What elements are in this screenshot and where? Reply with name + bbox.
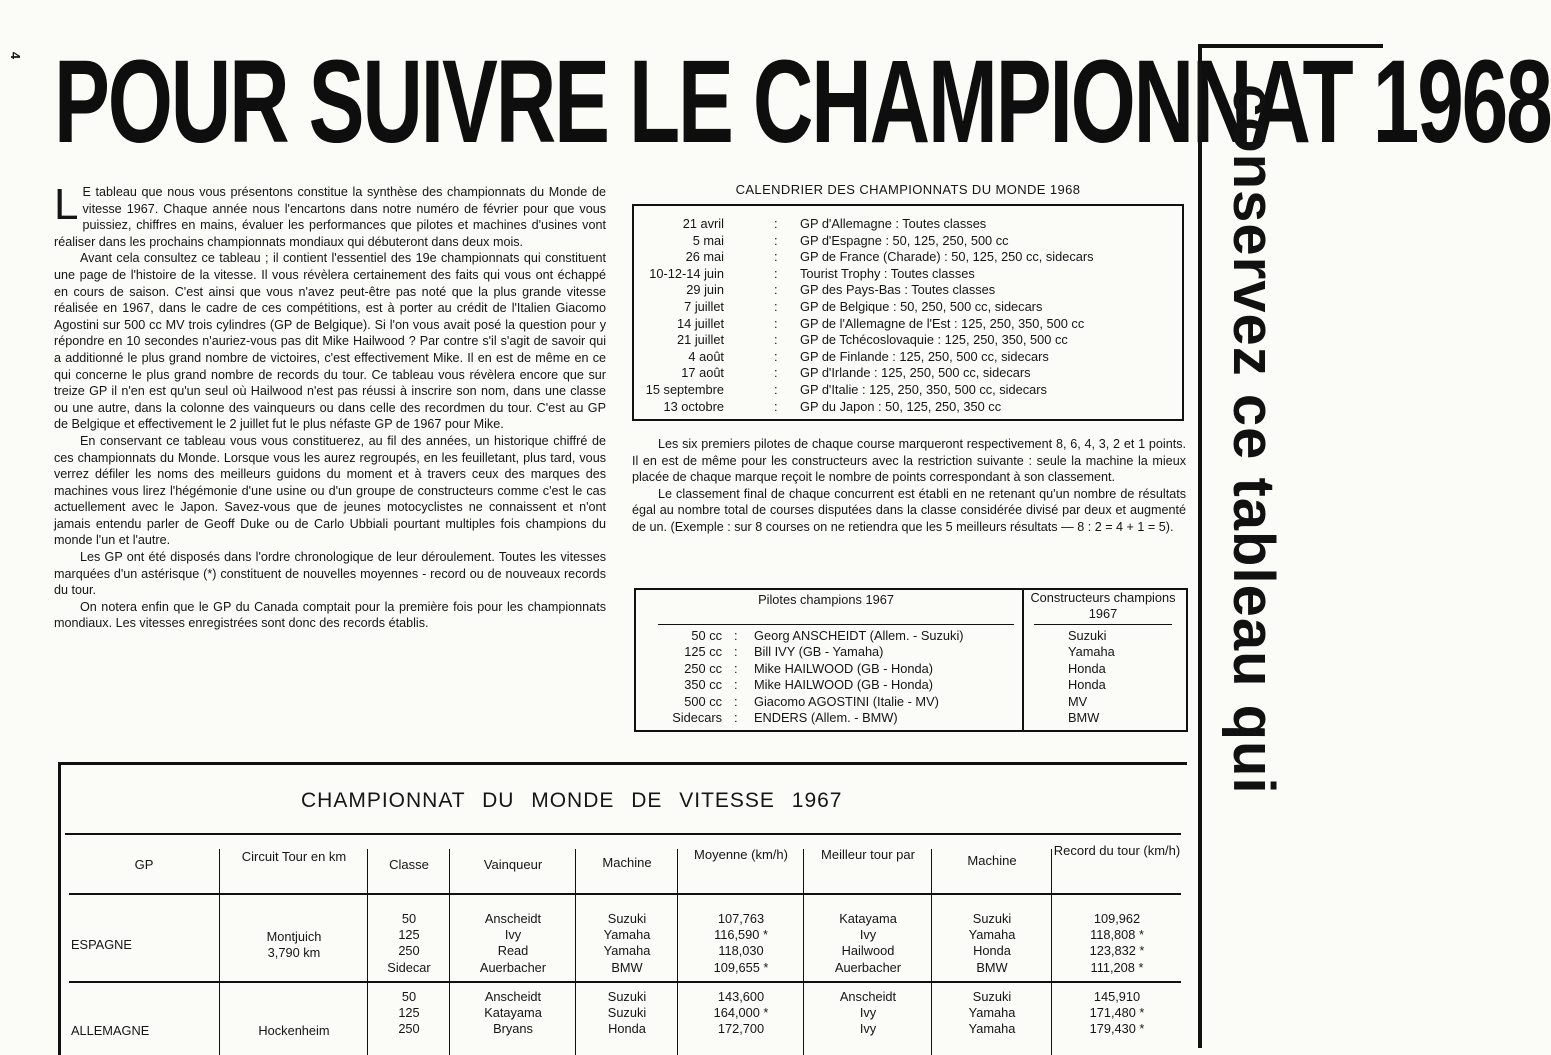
champion-constructor: Honda <box>1068 677 1106 693</box>
champion-rider: Giacomo AGOSTINI (Italie - MV) <box>754 693 939 709</box>
class-cell: Sidecar <box>387 959 431 975</box>
calendar-colon: : <box>774 365 778 381</box>
winner-cell: Read <box>497 943 529 959</box>
winner-cell: Bryans <box>493 1021 533 1037</box>
calendar-date: 4 août <box>688 348 724 364</box>
calendar-row <box>634 399 1182 416</box>
machine-cell: Suzuki <box>607 911 647 926</box>
calendar-event: GP d'Irlande : 125, 250, 500 cc, sidecars <box>800 365 1031 381</box>
class-cell: 125 <box>398 927 420 943</box>
pilots-champions-header: Pilotes champions 1967 <box>758 592 894 607</box>
calendar-date: 21 avril <box>682 216 724 231</box>
champion-rider: Georg ANSCHEIDT (Allem. - Suzuki) <box>754 628 964 643</box>
lap-record-cell: 118,808 * <box>1090 927 1144 943</box>
column-divider <box>367 849 368 1055</box>
column-divider <box>449 849 450 1055</box>
calendar-row <box>634 249 1182 266</box>
champion-row <box>636 628 1186 644</box>
column-header-machine2: Machine <box>967 853 1017 868</box>
calendar-row <box>634 349 1182 366</box>
champion-rider: Bill IVY (GB - Yamaha) <box>754 644 884 660</box>
calendar-colon: : <box>774 299 778 314</box>
points-paragraph: Les six premiers pilotes de chaque course marqueront respectivement 8, 6, 4, 3, 2 et 1 points. Il en est de même pour les constructeurs avec la restriction suivante : seule la machine la mieux placée de chaque marque reçoit le nombre de points correspondant à son classement. <box>632 437 1186 485</box>
points-paragraph: Le classement final de chaque concurrent est établi en ne retenant qu'un nombre de résultats égal au nombre total de courses disputées dans la classe considérée divisé par deux et augmenté de un. (Exemple : sur 8 courses on ne retiendra que les 5 meilleurs résultats — 8 : 2 = 4 + 1 = 5). <box>632 486 1186 534</box>
fastest-lap-cell: Ivy <box>859 1005 877 1021</box>
intro-paragraph: Les GP ont été disposés dans l'ordre chronologique de leur déroulement. Toutes les vitesses marquées d'un astérisque (*) constituent de nouvelles moyennes - record ou de nouveaux records du tour. <box>54 550 606 598</box>
winner-cell: Anscheidt <box>484 911 542 926</box>
calendar-event: GP de Belgique : 50, 250, 500 cc, sidecars <box>800 299 1043 314</box>
calendar-box <box>632 204 1184 421</box>
intro-paragraph: L E tableau que nous vous présentons constitue la synthèse des championnats du Monde de vitesse 1967. Chaque année nous l'encartons dans notre numéro de février pour que vous puissiez, chiffres en mains, évaluer les performances que pilotes et machines d'usines vont réaliser dans les prochains championnats mondiaux qui débuteront dans deux mois. <box>54 180 606 249</box>
calendar-date: 29 juin <box>686 282 724 298</box>
calendar-colon: : <box>774 249 778 265</box>
calendar-event: GP d'Italie : 125, 250, 350, 500 cc, sidecars <box>800 382 1047 397</box>
winner-cell: Ivy <box>504 927 522 943</box>
calendar-date: 21 juillet <box>677 332 724 348</box>
champion-row <box>636 644 1186 660</box>
champion-constructor: MV <box>1068 693 1088 709</box>
fastest-lap-cell: Hailwood <box>841 943 895 959</box>
calendar-colon: : <box>774 348 778 364</box>
calendar-date: 17 août <box>681 365 724 381</box>
calendar-colon: : <box>774 232 778 248</box>
column-divider <box>219 849 220 1055</box>
champion-row <box>636 694 1186 710</box>
calendar-date: 15 septembre <box>645 382 724 397</box>
champion-class: 250 cc <box>684 660 722 676</box>
machine-cell: BMW <box>611 959 643 975</box>
champion-colon: : <box>734 660 738 676</box>
calendar-row <box>634 282 1182 299</box>
calendar-colon: : <box>774 332 778 348</box>
fastest-machine-cell: Honda <box>973 943 1011 959</box>
champion-colon: : <box>734 628 738 643</box>
column-divider <box>803 849 804 1055</box>
drop-cap: L <box>54 180 79 229</box>
machine-cell: Suzuki <box>607 989 647 1004</box>
winner-cell: Auerbacher <box>479 959 547 975</box>
calendar-date: 13 octobre <box>663 398 724 414</box>
class-cell: 250 <box>398 1021 420 1037</box>
average-cell: 172,700 <box>717 1021 765 1037</box>
calendar-event: GP d'Espagne : 50, 125, 250, 500 cc <box>800 232 1009 248</box>
circuit-length: 3,790 km <box>267 945 321 960</box>
column-header-gp: GP <box>134 857 154 872</box>
column-divider <box>677 849 678 1055</box>
machine-cell: Yamaha <box>603 927 651 943</box>
column-header-vainqueur: Vainqueur <box>483 857 543 872</box>
column-divider <box>931 849 932 1055</box>
calendar-event: GP de l'Allemagne de l'Est : 125, 250, 350, 500 cc <box>800 315 1085 331</box>
fastest-machine-cell: Suzuki <box>972 989 1012 1004</box>
fastest-lap-cell: Ivy <box>859 1021 877 1037</box>
class-cell: 50 <box>401 989 417 1004</box>
calendar-row <box>634 216 1182 233</box>
winner-cell: Anscheidt <box>484 989 542 1004</box>
intro-article <box>54 180 606 632</box>
headline: POUR SUIVRE LE CHAMPIONNAT 1968 <box>54 36 1551 168</box>
fastest-lap-cell: Anscheidt <box>839 989 897 1004</box>
average-cell: 109,655 * <box>713 959 769 975</box>
champion-row <box>636 661 1186 677</box>
lap-record-cell: 179,430 * <box>1089 1021 1145 1037</box>
calendar-date: 5 mai <box>692 232 724 248</box>
class-cell: 125 <box>398 1005 420 1021</box>
fastest-lap-cell: Ivy <box>859 927 877 943</box>
page-number: 4 <box>8 51 24 60</box>
fastest-machine-cell: Yamaha <box>968 1005 1016 1021</box>
column-header-meilleur: Meilleur tour par <box>821 847 915 862</box>
calendar-row <box>634 382 1182 399</box>
champion-class: Sidecars <box>672 710 722 725</box>
lap-record-cell: 111,208 * <box>1090 959 1144 975</box>
calendar-row <box>634 266 1182 283</box>
average-cell: 143,600 <box>717 989 765 1004</box>
constructors-champions-header: Constructeurs champions 1967 <box>1030 590 1176 621</box>
champion-colon: : <box>734 677 738 693</box>
calendar-event: GP d'Allemagne : Toutes classes <box>800 216 987 231</box>
machine-cell: Honda <box>608 1021 646 1037</box>
intro-paragraph: Avant cela consultez ce tableau ; il contient l'essentiel des 19e championnats qui constituent une page de l'histoire de la vitesse. Il vous révèlera certainement des faits qui vous ont échappé en cours de saison. C'est ainsi que vous n'avez peut-être pas noté que la plus grande vitesse réalisée en 1967, dans le cadre de ces compétitions, est à porter au crédit de l'Italien Giacomo Agostini sur 500 cc MV trois cylindres (GP de Belgique). Si l'on vous avait posé la question pour y répondre en 10 secondes n'auriez-vous pas dit Mike Hailwood ? Par contre s'il s'agit de savoir qui a additionné le plus grand nombre de victoires, c'est effectivement Mike. Il en est de même en ce qui concerne le plus grand nombre de records du tour. Ce tableau vous révèlera encore que sur treize GP il n'en est qu'un seul où Hailwood n'est pas réussi à inscrire son nom, dans une classe ou une autre, dans la colonne des vainqueurs ou dans celle des recordmen du tour. C'est au GP de Belgique et effectivement le 2 juillet fut le plus néfaste GP de 1967 pour Mike. <box>54 251 606 432</box>
calendar-colon: : <box>774 382 778 397</box>
column-header-moyenne: Moyenne (km/h) <box>694 847 788 862</box>
calendar-event: GP de Tchécoslovaquie : 125, 250, 350, 500 cc <box>800 332 1068 348</box>
champion-row <box>636 710 1186 726</box>
champion-colon: : <box>734 693 738 709</box>
calendar-date: 7 juillet <box>684 299 724 314</box>
calendar-event: GP de France (Charade) : 50, 125, 250 cc, sidecars <box>800 249 1094 265</box>
column-header-classe: Classe <box>389 857 429 872</box>
champion-class: 50 cc <box>691 628 722 643</box>
column-divider <box>575 849 576 1055</box>
gp-name: ESPAGNE <box>71 937 132 952</box>
results-table: CHAMPIONNAT DU MONDE DE VITESSE 1967 GP Circuit Tour en km Classe Vainqueur Machine Moyenne (km/h) Meilleur tour par Machine Record du tour (km/h) ESPAGNE Montjuich 3,790 km 50 125 250 Sidecar Anscheidt Ivy Read Auerbacher Suzuki Yamaha Yamaha BMW 107,763 116,590 * 118,030 109,655 * Katayama Ivy Hailwood Auerbacher Suzuki Yamaha Honda BMW 109,962 118,808 * 123,832 * 111,208 * ALLEMAGNE Hockenheim 50 125 250 Anscheidt Katayama Bryans Suzuki Suzuki Honda 143,600 164,000 * 172,700 Anscheidt Ivy Ivy Suzuki Yamaha Yamaha 145,910 171,480 * 179,430 * <box>58 762 1187 1055</box>
column-header-record: Record du tour (km/h) <box>1053 843 1181 858</box>
champion-class: 500 cc <box>684 693 722 709</box>
header-rule <box>69 893 1181 895</box>
champions-box <box>634 588 1188 732</box>
calendar-event: GP de Finlande : 125, 250, 500 cc, sidecars <box>800 348 1049 364</box>
average-cell: 107,763 <box>717 911 765 926</box>
intro-paragraph: On notera enfin que le GP du Canada comptait pour la première fois pour les championnats mondiaux. Les vitesses enregistrées sont donc des records établis. <box>54 599 606 631</box>
calendar-event: GP du Japon : 50, 125, 250, 350 cc <box>800 398 1002 414</box>
divider <box>658 624 1014 625</box>
champion-constructor: BMW <box>1068 710 1100 725</box>
gp-name: ALLEMAGNE <box>71 1023 150 1038</box>
average-cell: 118,030 <box>718 943 764 959</box>
fastest-lap-cell: Katayama <box>839 911 897 926</box>
points-rules <box>632 436 1186 536</box>
champion-colon: : <box>734 644 738 660</box>
champion-constructor: Honda <box>1068 660 1106 676</box>
fastest-machine-cell: Yamaha <box>968 1021 1016 1037</box>
calendar-colon: : <box>774 265 778 281</box>
champion-rider: Mike HAILWOOD (GB - Honda) <box>754 660 933 676</box>
champion-row <box>636 677 1186 693</box>
calendar-row <box>634 233 1182 250</box>
fastest-machine-cell: Suzuki <box>972 911 1012 926</box>
calendar-event: GP des Pays-Bas : Toutes classes <box>800 282 996 298</box>
machine-cell: Suzuki <box>607 1005 647 1021</box>
fastest-lap-cell: Auerbacher <box>834 959 902 975</box>
side-banner-text: conservez ce tableau qui <box>1221 84 1286 795</box>
average-cell: 164,000 * <box>713 1005 769 1021</box>
winner-cell: Katayama <box>484 1005 542 1021</box>
divider <box>1034 624 1172 625</box>
champion-rider: ENDERS (Allem. - BMW) <box>754 710 898 725</box>
fastest-machine-cell: BMW <box>976 959 1008 975</box>
column-divider <box>1051 849 1052 1055</box>
calendar-colon: : <box>774 216 778 231</box>
lap-record-cell: 171,480 * <box>1089 1005 1145 1021</box>
lap-record-cell: 123,832 * <box>1089 943 1145 959</box>
machine-cell: Yamaha <box>603 943 651 959</box>
column-header-machine: Machine <box>602 855 652 870</box>
champion-rider: Mike HAILWOOD (GB - Honda) <box>754 677 933 693</box>
class-cell: 50 <box>401 911 417 926</box>
calendar-event: Tourist Trophy : Toutes classes <box>800 265 975 281</box>
champion-class: 350 cc <box>684 677 722 693</box>
table-top-rule <box>65 833 1181 835</box>
champion-colon: : <box>734 710 738 725</box>
circuit-name: Hockenheim <box>258 1023 330 1038</box>
class-cell: 250 <box>398 943 420 959</box>
fastest-machine-cell: Yamaha <box>968 927 1016 943</box>
calendar-colon: : <box>774 282 778 298</box>
calendar-row <box>634 365 1182 382</box>
calendar-row <box>634 332 1182 349</box>
champion-class: 125 cc <box>684 644 722 660</box>
circuit-name: Montjuich <box>266 929 322 944</box>
group-rule <box>69 981 1181 983</box>
side-banner <box>1198 44 1383 1048</box>
lap-record-cell: 109,962 <box>1093 911 1141 926</box>
champion-constructor: Suzuki <box>1068 628 1107 643</box>
intro-paragraph: En conservant ce tableau vous vous constituerez, au fil des années, un historique chiffré de ces championnats du Monde. Lorsque vous les aurez regroupés, en les feuilletant, plus tard, vous verrez défiler les noms des meilleurs guidons du moment et à travers ceux des marques des machines vous lirez l'hégémonie d'une usine ou d'un groupe de constructeurs comme c'est le cas actuellement avec le Japon. Savez-vous que de jeunes motocyclistes ne connaissent et n'ont jamais entendu parler de Geoff Duke ou de Carlo Ubbiali pourtant multiples fois champions du monde l'un et l'autre. <box>54 433 606 548</box>
average-cell: 116,590 * <box>714 927 768 943</box>
calendar-date: 26 mai <box>685 249 724 265</box>
champion-constructor: Yamaha <box>1068 644 1115 660</box>
calendar-row <box>634 299 1182 316</box>
calendar-colon: : <box>774 315 778 331</box>
column-header-circuit: Circuit Tour en km <box>241 849 347 864</box>
calendar-colon: : <box>774 398 778 414</box>
calendar-title: CALENDRIER DES CHAMPIONNATS DU MONDE 1968 <box>735 182 1081 197</box>
calendar-date: 10-12-14 juin <box>649 265 724 281</box>
calendar-date: 14 juillet <box>677 315 724 331</box>
lap-record-cell: 145,910 <box>1093 989 1141 1004</box>
calendar-row <box>634 316 1182 333</box>
